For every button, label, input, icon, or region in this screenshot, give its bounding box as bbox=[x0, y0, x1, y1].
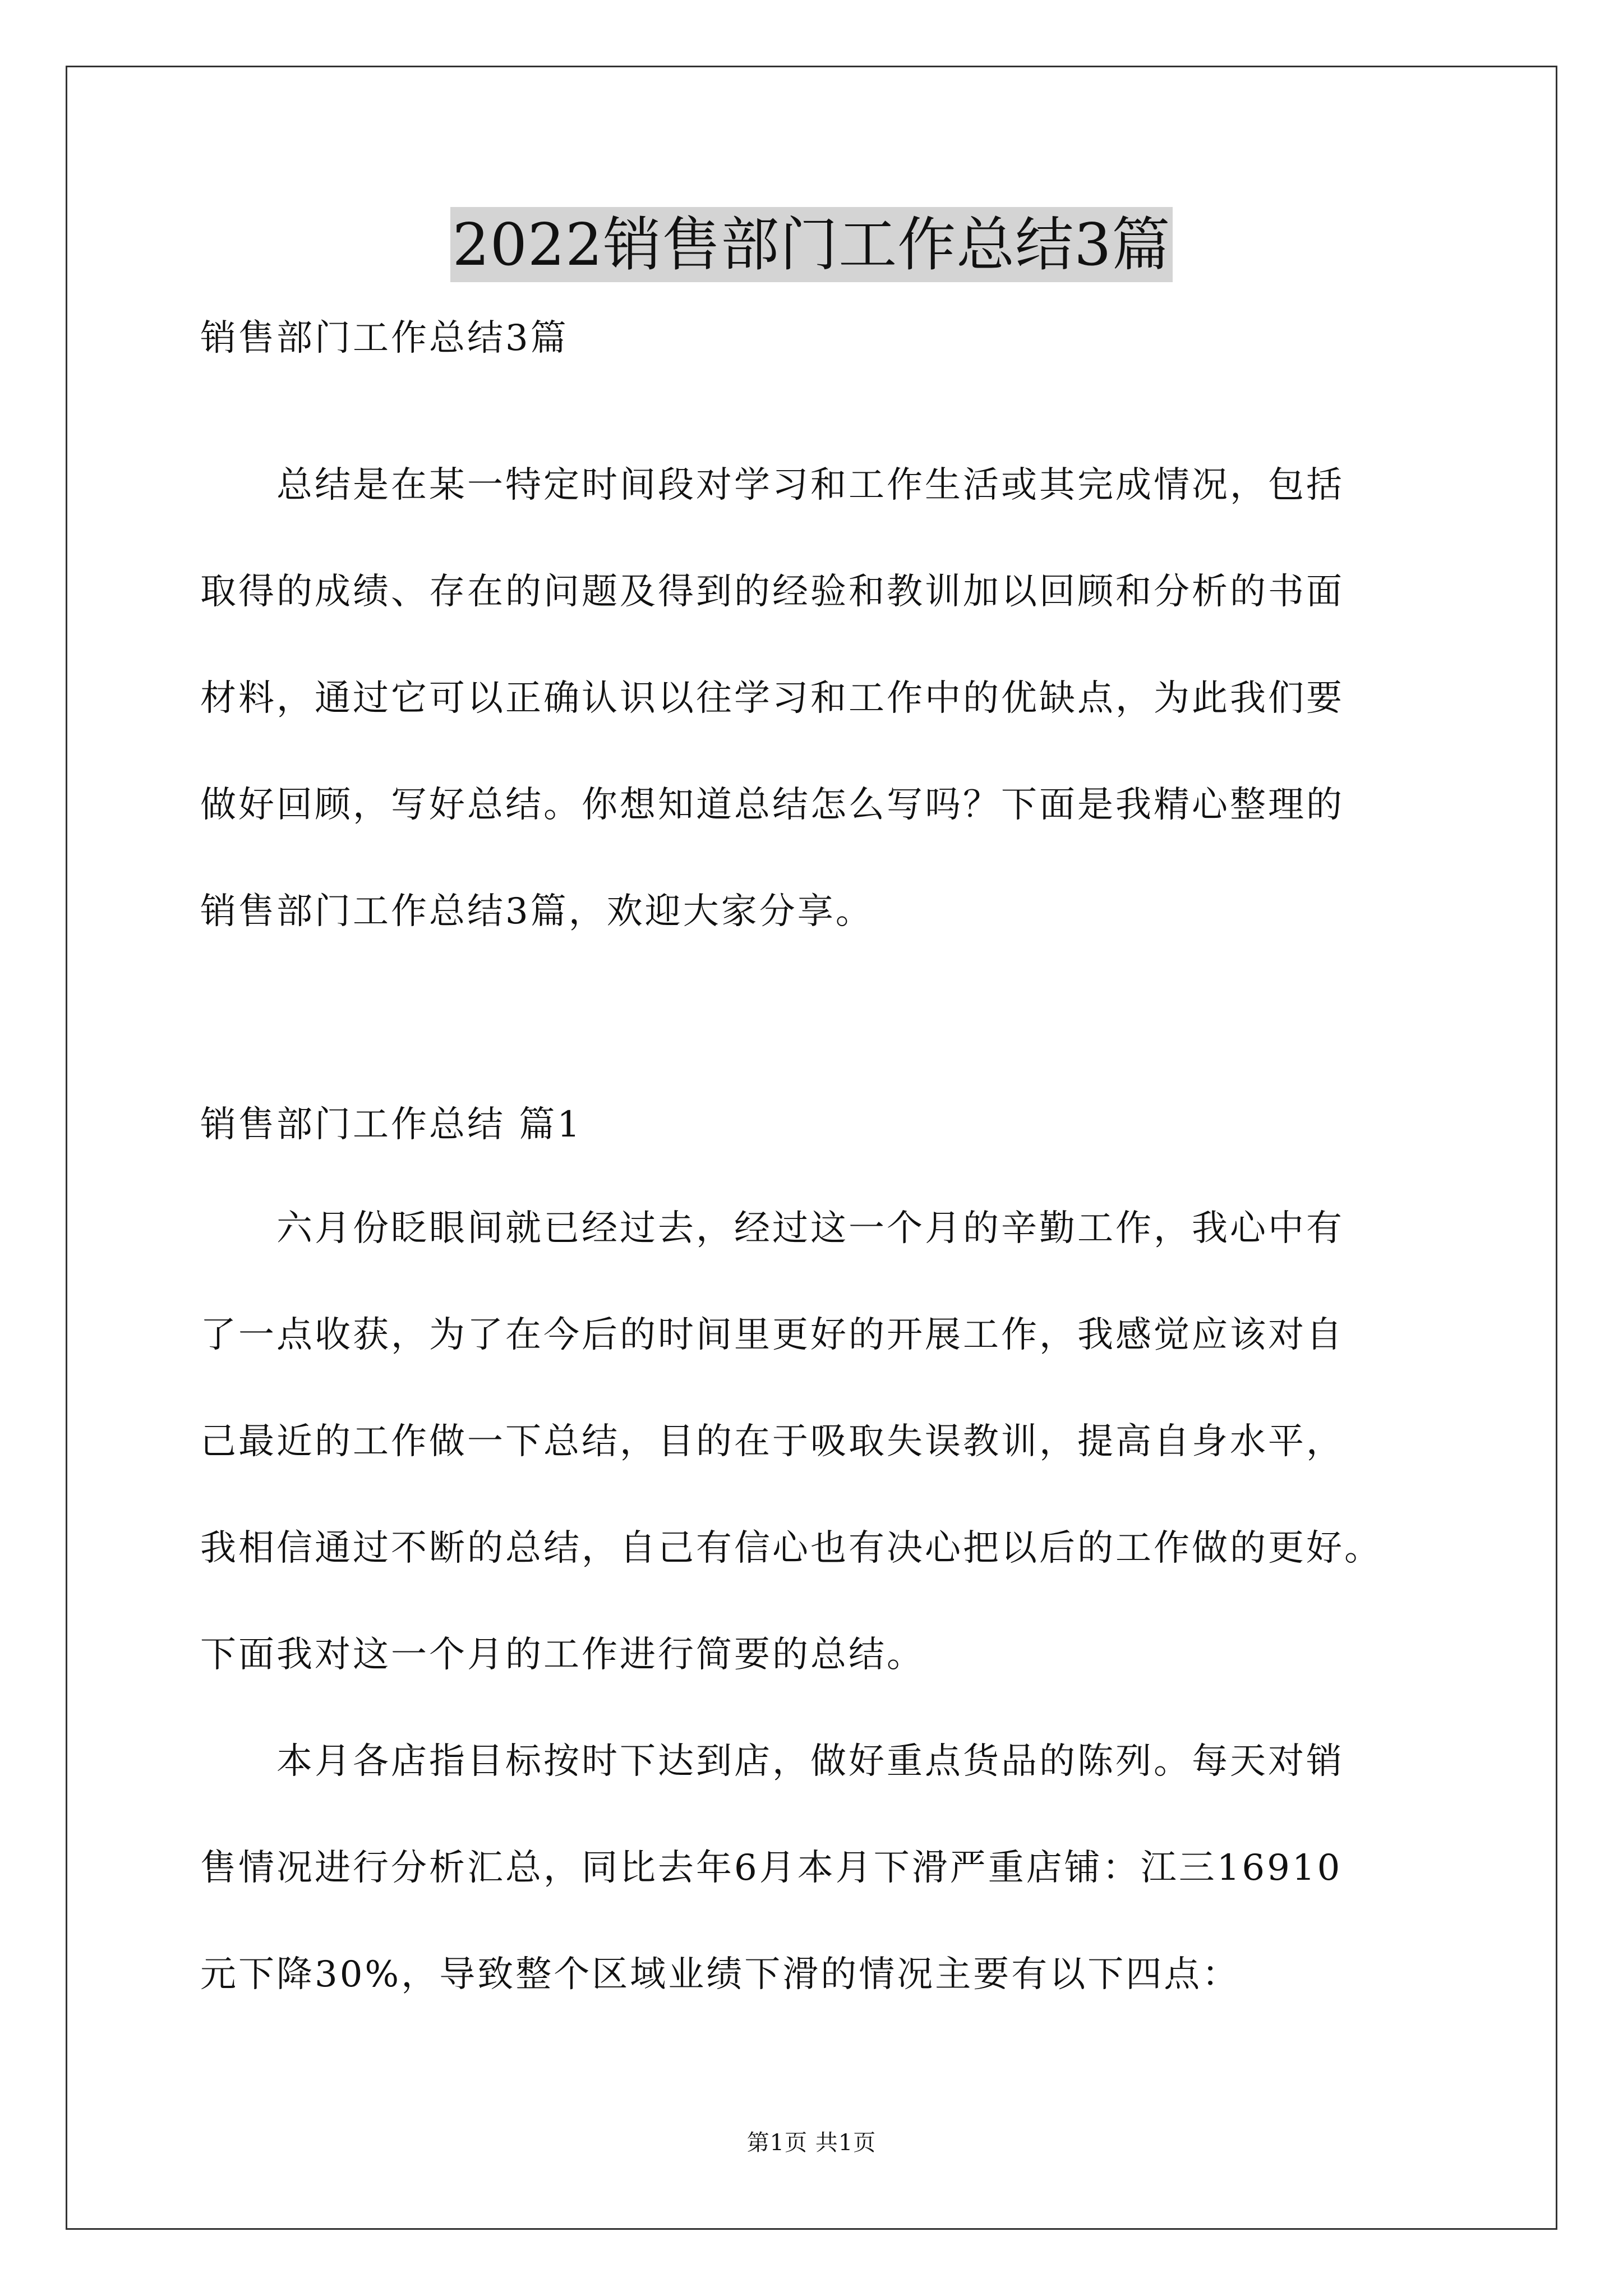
text-line: 售情况进行分析汇总，同比去年6月本月下滑严重店铺：江三16910 bbox=[200, 1847, 1343, 1889]
document-title-text: 2022销售部门工作总结3篇 bbox=[450, 207, 1173, 282]
section-1-paragraph-2 bbox=[200, 1708, 1440, 2028]
text-line: 材料，通过它可以正确认识以往学习和工作中的优缺点，为此我们要 bbox=[200, 678, 1344, 719]
text-line: 了一点收获，为了在今后的时间里更好的开展工作，我感觉应该对自 bbox=[200, 1314, 1344, 1356]
text-line: 我相信通过不断的总结，自己有信心也有决心把以后的工作做的更好。 bbox=[200, 1527, 1382, 1569]
text-line: 元下降30%，导致整个区域业绩下滑的情况主要有以下四点： bbox=[200, 1954, 1241, 1995]
page-footer: 第1页 共1页 bbox=[746, 2130, 877, 2156]
section-1-heading: 销售部门工作总结 篇1 bbox=[200, 1104, 583, 1145]
section-1-paragraph-1 bbox=[200, 1175, 1440, 1708]
document-title bbox=[0, 205, 1623, 284]
text-line: 销售部门工作总结3篇，欢迎大家分享。 bbox=[200, 891, 874, 932]
text-line: 下面我对这一个月的工作进行简要的总结。 bbox=[200, 1634, 925, 1676]
intro-heading: 销售部门工作总结3篇 bbox=[200, 318, 569, 359]
text-line: 做好回顾，写好总结。你想知道总结怎么写吗？下面是我精心整理的 bbox=[200, 784, 1344, 826]
text-line: 己最近的工作做一下总结，目的在于吸取失误教训，提高自身水平， bbox=[200, 1421, 1344, 1462]
text-line: 总结是在某一特定时间段对学习和工作生活或其完成情况，包括 bbox=[276, 464, 1344, 506]
text-line: 六月份眨眼间就已经过去，经过这一个月的辛勤工作，我心中有 bbox=[276, 1208, 1344, 1249]
text-line: 本月各店指目标按时下达到店，做好重点货品的陈列。每天对销 bbox=[276, 1741, 1344, 1782]
text-line: 取得的成绩、存在的问题及得到的经验和教训加以回顾和分析的书面 bbox=[200, 571, 1344, 613]
intro-paragraph bbox=[200, 432, 1440, 965]
